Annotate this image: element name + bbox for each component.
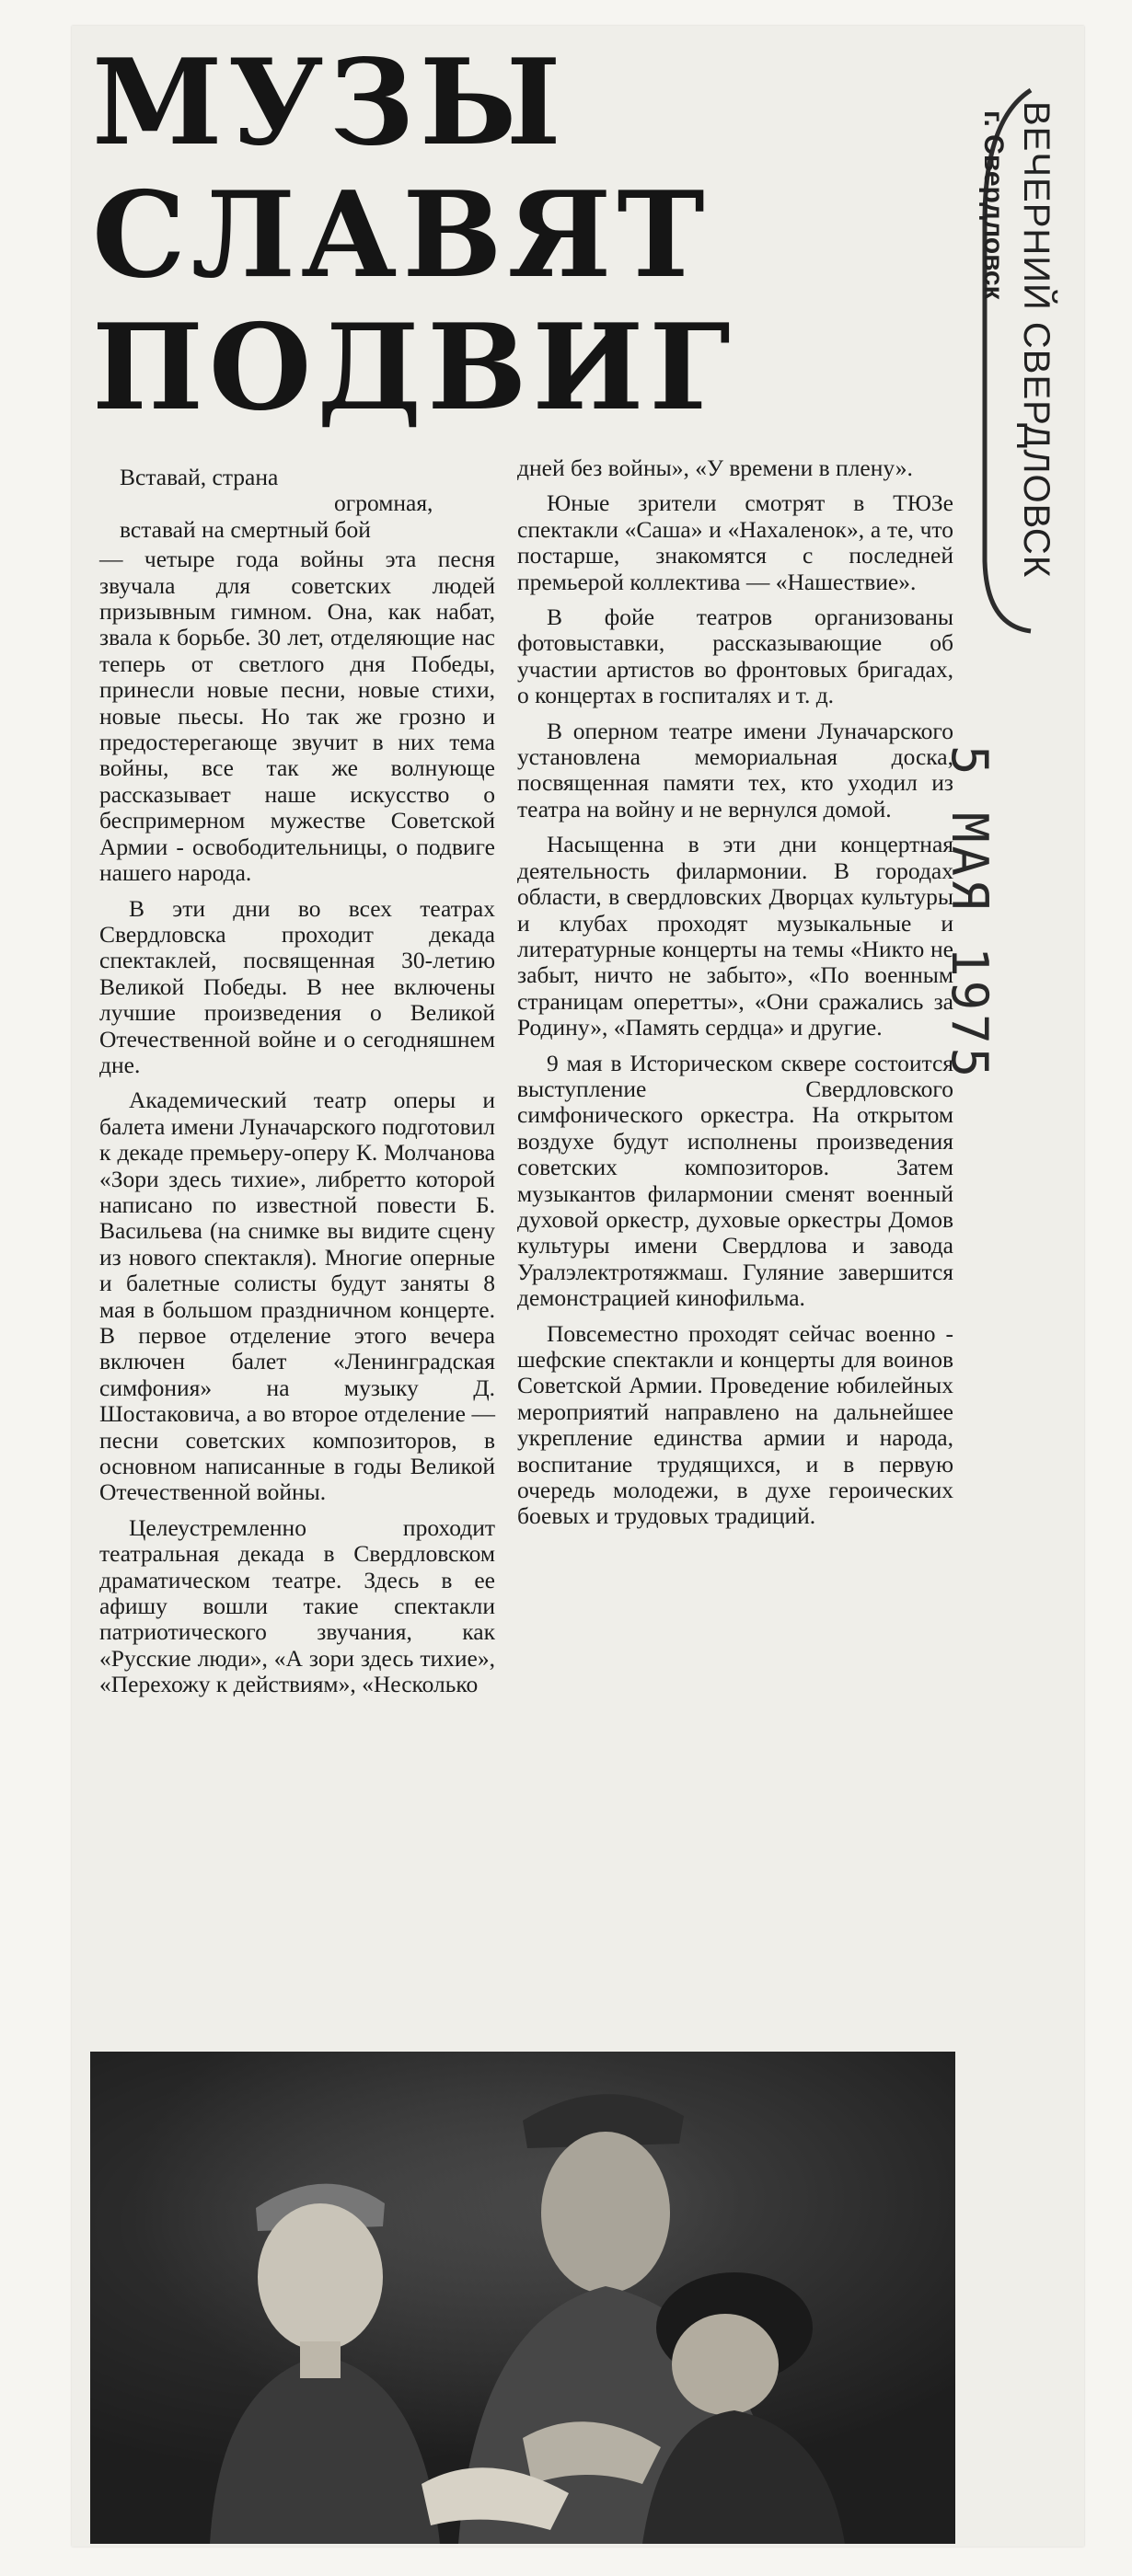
scene-photo-illustration xyxy=(90,2052,955,2544)
epigraph-line-1: Вставай, страна xyxy=(120,464,279,490)
paragraph: 9 мая в Историческом сквере состоится выступление Свердловского симфонического оркестра. На открытом воздухе будут исполнены произведения советских композиторов. Затем музыкантов филармонии сменят военный духовой оркестр, духовые оркестры Домов культуры имени Свердлова и завода Уралэлектротяжмаш. Гуляние завершится демонстрацией кинофильма. xyxy=(517,1049,953,1312)
paragraph: В оперном театре имени Луначарского установлена мемориальная доска, посвященная памяти тех, кто уходил из театра на войну и не вернулся домой. xyxy=(517,717,953,822)
epigraph-line-3: вставай на смертный бой xyxy=(120,515,371,543)
headline-line-2: СЛАВЯТ xyxy=(92,167,710,305)
scene-photo xyxy=(90,2052,955,2544)
date-stamp: 5 МАЯ 1975 xyxy=(941,745,999,1082)
epigraph-line-2: огромная, xyxy=(334,489,433,517)
paragraph: дней без войны», «У времени в плену». xyxy=(517,454,913,481)
paragraph: Академический театр оперы и балета имени Луначарского подготовил к декаде премьеру-оперу К. Молчанова «Зори здесь тихие», либретто которой написано по известной повести Б. Васильева (на снимке вы видите сцену из нового спектакля). Многие оперные и балетные солисты будут заняты 8 мая в большом праздничном концерте. В первое отделение этого вечера включен балет «Ленинградская симфония» на музыку Д. Шостаковича, а во второе отделение — песни советских композиторов, в основном написанные в годы Великой Отечественной войны. xyxy=(99,1087,495,1506)
headline xyxy=(92,34,902,437)
epigraph xyxy=(99,465,495,543)
masthead-stamp xyxy=(974,101,1075,653)
paragraph: — четыре года войны эта песня звучала для советских людей призывным гимном. Она, как набат, звала к борьбе. 30 лет, отделяющие нас теперь от светлого дня Победы, принесли новые песни, новые стихи, новые пьесы. Но так же грозно и предостерегающе звучит в них тема войны, все так же волнующе рассказывает наше искусство о беспримерном мужестве Советской Армии - освободительницы, о подвиге нашего народа. xyxy=(99,546,495,887)
paragraph: Целеустремленно проходит театральная декада в Свердловском драматическом театре. Здесь в ее афишу вошли такие спектакли патриотического звучания, как «Русские люди», «А зори здесь тихие», «Перехожу к действиям», «Несколько xyxy=(99,1513,495,1698)
paragraph: В фойе театров организованы фотовыставки, рассказывающие об участии артистов во фронтовых бригадах, о концертах в госпиталях и т. д. xyxy=(517,604,953,709)
paragraph: Юные зрители смотрят в ТЮЗе спектакли «Саша» и «Нахаленок», а те, что постарше, знакомятся с последней премьерой коллектива — «Нашествие». xyxy=(517,489,953,595)
paragraph: Насыщенна в эти дни концертная деятельность филармонии. В городах области, в свердловских Дворцах культуры и клубах проходят музыкальные и литературные концерты на темы «Никто не забыт, ничто не забыто», «По военным страницам оперетты», «Они сражались за Родину», «Память сердца» и другие. xyxy=(517,831,953,1041)
newspaper-city: г. Свердловск xyxy=(978,110,1009,300)
article-column-left xyxy=(99,465,495,1698)
paragraph: Повсеместно проходят сейчас военно - шефские спектакли и концерты для воинов Советской Армии. Проведение юбилейных мероприятий направлено на дальнейшее укрепление единства армии и народа, воспитание трудящихся, и в первую очередь молодежи, в духе героических боевых и трудовых традиций. xyxy=(517,1319,953,1530)
headline-line-3: ПОДВИГ xyxy=(92,299,736,437)
paragraph: В эти дни во всех театрах Свердловска проходит декада спектаклей, посвященная 30-летию Великой Победы. В нее включены лучшие произведения о Великой Отечественной войне и о сегодняшнем дне. xyxy=(99,894,495,1078)
newspaper-name: ВЕЧЕРНИЙ СВЕРДЛОВСК xyxy=(1016,101,1057,579)
headline-line-1: МУЗЫ xyxy=(92,34,567,172)
article-column-right xyxy=(517,455,953,1539)
